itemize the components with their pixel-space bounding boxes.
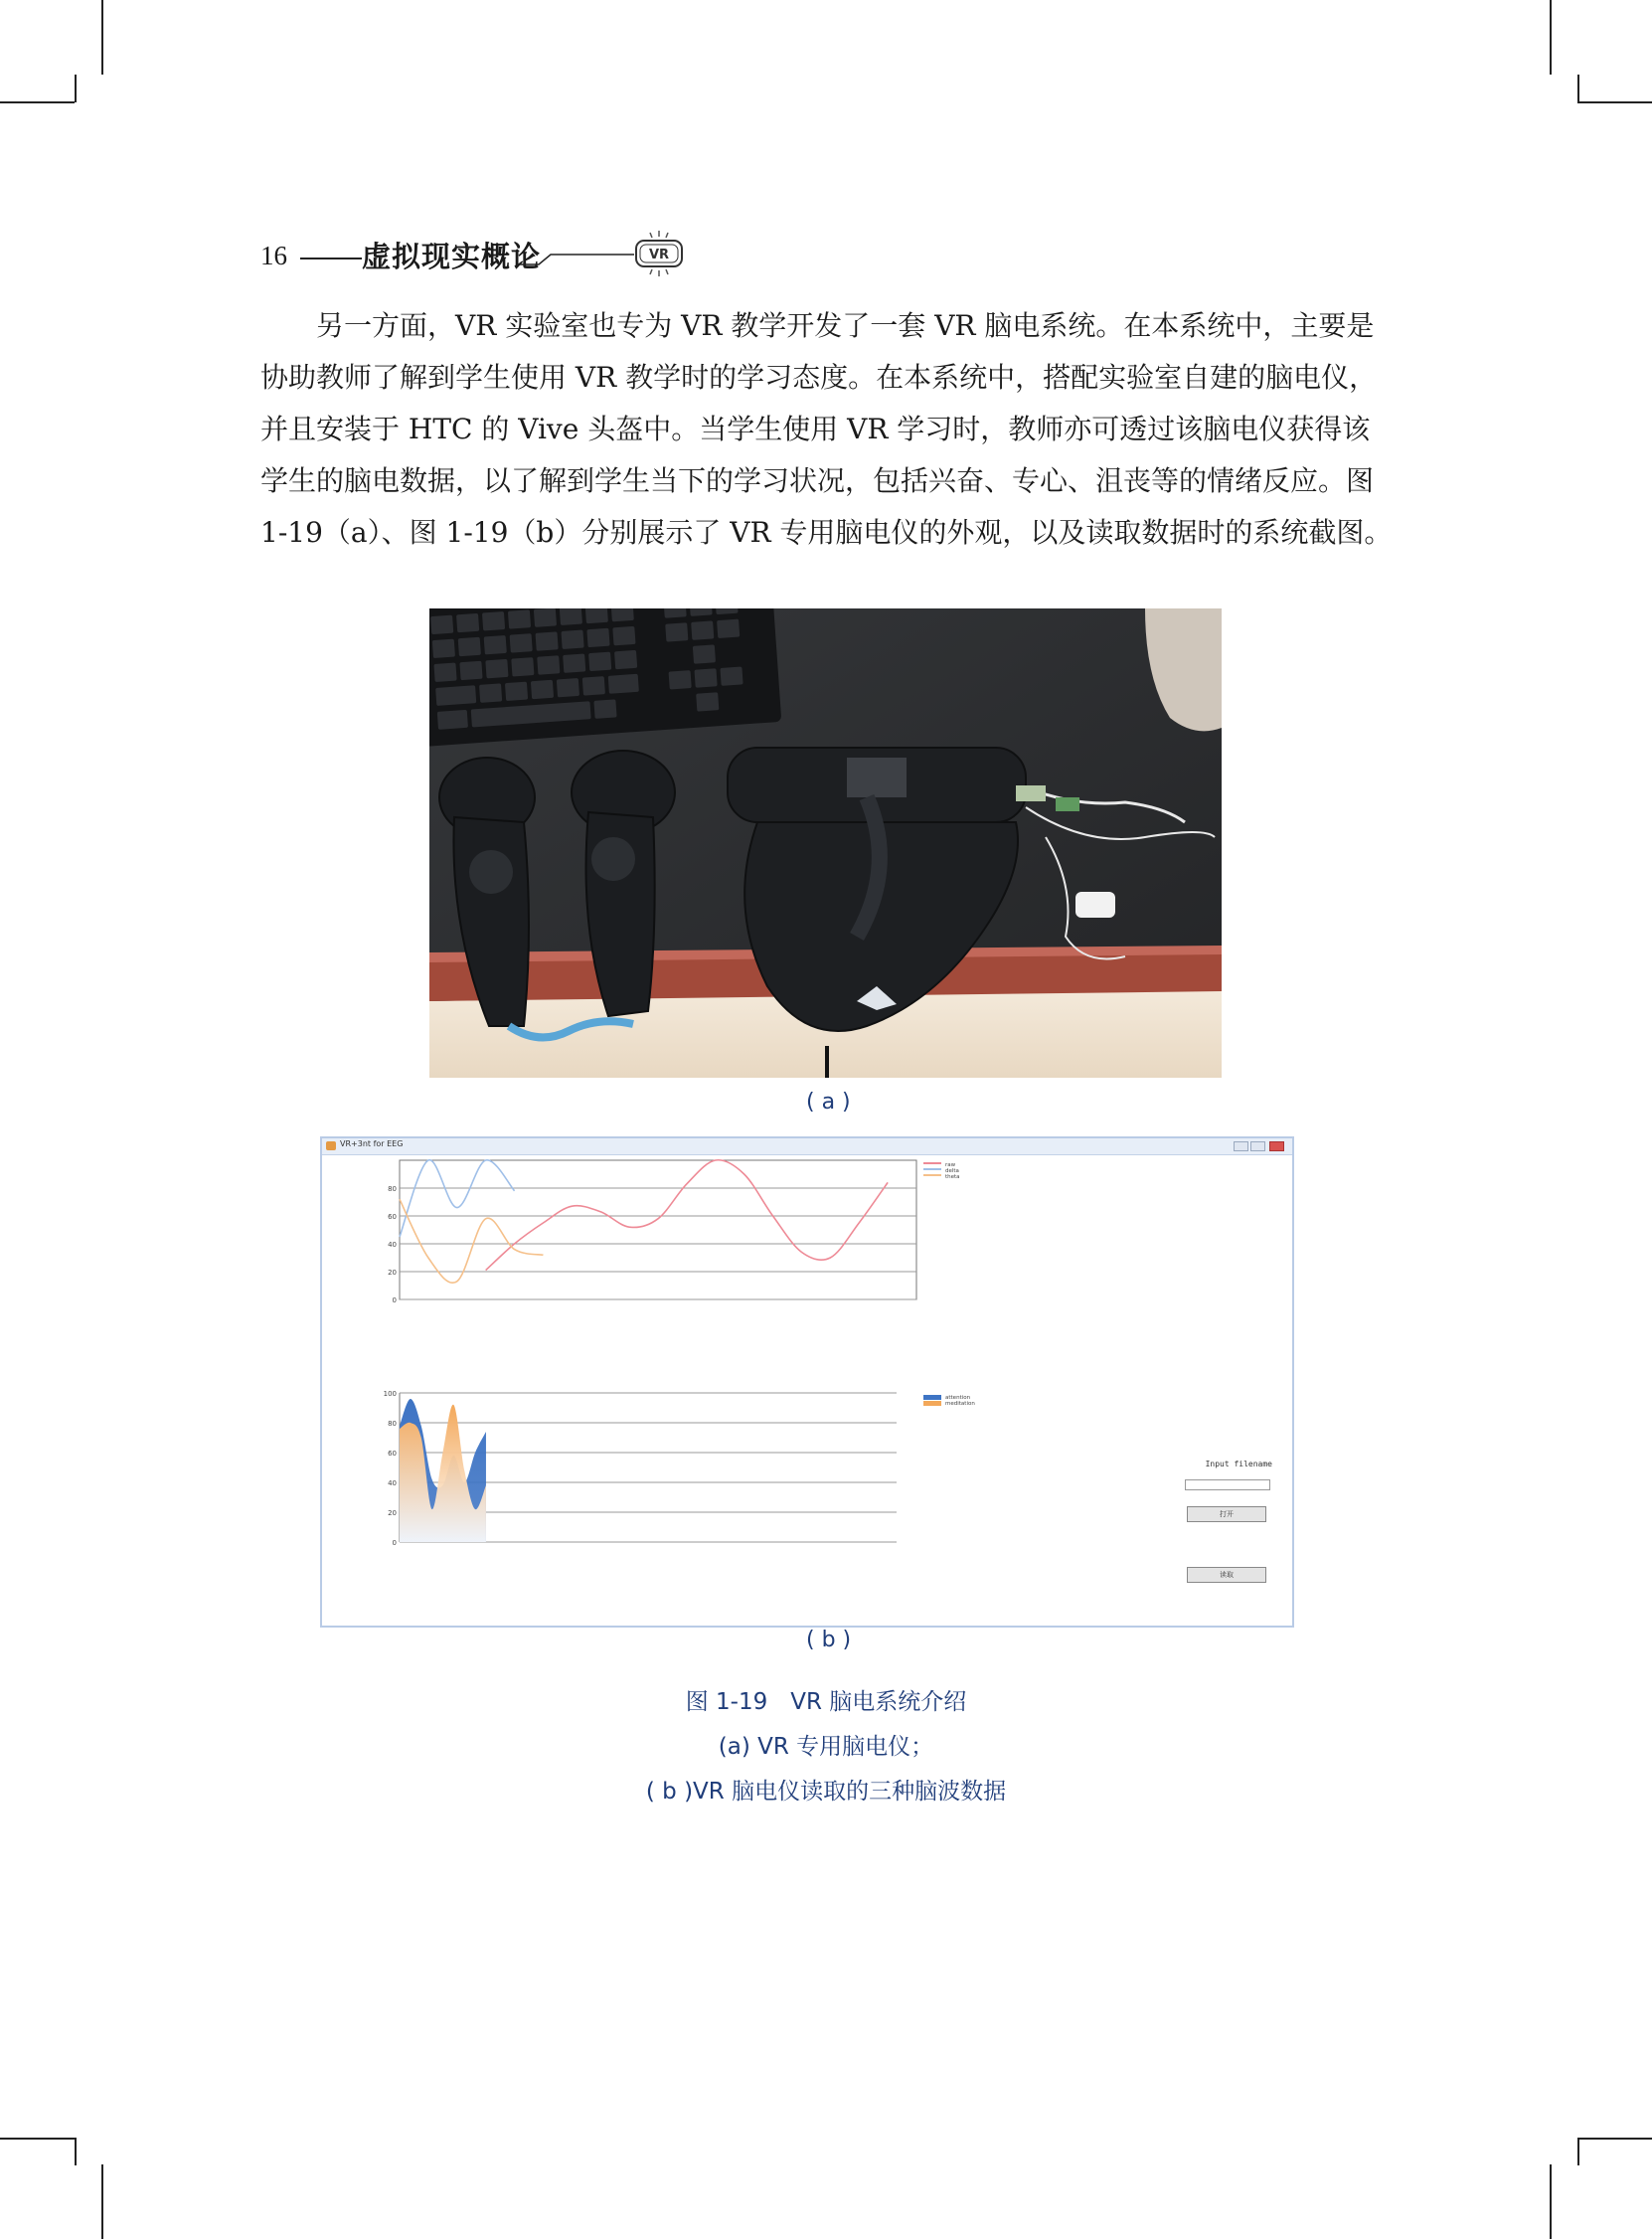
paragraph-line: 并且安装于 HTC 的 Vive 头盔中。当学生使用 VR 学习时，教师亦可透过该脑电仪获得该 bbox=[260, 413, 1371, 445]
paragraph-line: 学生的脑电数据，以了解到学生当下的学习状况，包括兴奋、专心、沮丧等的情绪反应。图 bbox=[260, 464, 1375, 497]
y-tick-label: 80 bbox=[388, 1185, 397, 1193]
y-tick-label: 100 bbox=[383, 1390, 397, 1398]
input-filename-label: Input filename bbox=[1205, 1460, 1272, 1468]
y-tick-label: 60 bbox=[388, 1213, 397, 1221]
y-tick-label: 80 bbox=[388, 1420, 397, 1428]
crop-mark bbox=[0, 2138, 75, 2140]
line-series-raw bbox=[486, 1160, 888, 1271]
y-tick-label: 60 bbox=[388, 1450, 397, 1458]
paragraph-line: 协助教师了解到学生使用 VR 教学时的学习态度。在本系统中，搭配实验室自建的脑电仪， bbox=[260, 361, 1378, 394]
y-tick-label: 20 bbox=[388, 1269, 397, 1277]
crop-mark bbox=[1550, 0, 1552, 75]
legend-label: attention bbox=[945, 1395, 971, 1401]
figure-caption-title: 图 1-19 VR 脑电系统介绍 bbox=[685, 1689, 967, 1715]
plot-frame bbox=[400, 1160, 916, 1299]
vr-logo-text: VR bbox=[648, 248, 670, 262]
legend-label: meditation bbox=[945, 1401, 975, 1407]
legend-swatch bbox=[923, 1168, 941, 1170]
legend-label: raw bbox=[945, 1162, 956, 1168]
crop-mark bbox=[0, 101, 75, 103]
book-title: 虚拟现实概论 bbox=[362, 240, 542, 273]
body-paragraph bbox=[260, 300, 1393, 559]
crop-mark bbox=[1577, 2138, 1579, 2165]
close-button[interactable] bbox=[1269, 1141, 1284, 1151]
y-tick-label: 0 bbox=[392, 1539, 397, 1547]
subfigure-b-label: ( b ) bbox=[806, 1628, 852, 1652]
crop-mark bbox=[1577, 101, 1652, 103]
window-titlebar bbox=[322, 1138, 1292, 1155]
crop-mark bbox=[75, 75, 77, 102]
paragraph-line: 另一方面，VR 实验室也专为 VR 教学开发了一套 VR 脑电系统。在本系统中，主要是 bbox=[316, 309, 1375, 342]
filename-input[interactable] bbox=[1185, 1479, 1270, 1490]
window-title: VR+3nt for EEG bbox=[340, 1139, 404, 1148]
figure-caption-b: ( b )VR 脑电仪读取的三种脑波数据 bbox=[645, 1779, 1007, 1805]
legend-swatch bbox=[923, 1395, 941, 1400]
legend-label: delta bbox=[945, 1168, 959, 1174]
crop-mark bbox=[75, 2138, 77, 2165]
crop-mark bbox=[1577, 2138, 1652, 2140]
vr-logo-icon bbox=[517, 221, 706, 280]
eeg-app-window bbox=[320, 1136, 1294, 1628]
page-number: 16 bbox=[260, 241, 287, 270]
y-tick-label: 40 bbox=[388, 1241, 397, 1249]
crop-mark bbox=[1577, 75, 1579, 102]
attention-meditation-area-chart bbox=[382, 1383, 1217, 1614]
subfigure-a-label: ( a ) bbox=[806, 1090, 851, 1115]
crop-mark bbox=[1550, 2164, 1552, 2239]
app-icon bbox=[326, 1141, 336, 1150]
crop-mark bbox=[101, 0, 103, 75]
y-tick-label: 40 bbox=[388, 1479, 397, 1487]
y-tick-label: 20 bbox=[388, 1509, 397, 1517]
brainwave-line-chart bbox=[382, 1154, 1217, 1381]
figure-caption-a: (a) VR 专用脑电仪； bbox=[718, 1734, 934, 1760]
read-button[interactable]: 读取 bbox=[1187, 1567, 1266, 1583]
line-series-theta bbox=[400, 1199, 543, 1283]
legend-label: theta bbox=[945, 1174, 960, 1180]
eeg-device-photo bbox=[429, 608, 1222, 1078]
header-rule bbox=[300, 258, 362, 259]
paragraph-line: 1-19（a）、图 1-19（b）分别展示了 VR 专用脑电仪的外观，以及读取数据时的系统截图。 bbox=[260, 516, 1393, 549]
minimize-button[interactable] bbox=[1234, 1141, 1248, 1151]
maximize-button[interactable] bbox=[1250, 1141, 1265, 1151]
legend-swatch bbox=[923, 1174, 941, 1176]
y-tick-label: 0 bbox=[392, 1296, 397, 1304]
legend-swatch bbox=[923, 1162, 941, 1164]
open-button[interactable]: 打开 bbox=[1187, 1506, 1266, 1522]
crop-mark bbox=[101, 2164, 103, 2239]
legend-swatch bbox=[923, 1401, 941, 1406]
